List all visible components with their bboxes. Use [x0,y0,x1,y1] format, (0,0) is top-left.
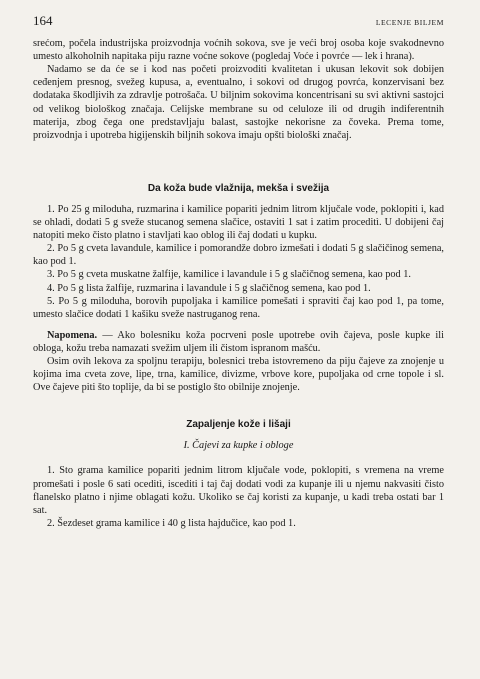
recipe-item: 2. Šezdeset grama kamilice i 40 g lista hajdučice, kao pod 1. [47,517,296,529]
intro-paragraph-1: srećom, počela industrijska proizvodnja voćnih sokova, sve je veći broj osoba koje svakodnevno umesto alkoholnih napitaka piju razne voćne sokove (pogledaj Voće i povrće — lek i hrana). [33,38,444,63]
recipe-item: 4. Po 5 g lista žalfije, ruzmarina i lavandule i 5 g slačičnog semena, kao pod 1. [47,282,371,294]
recipe-item: 5. Po 5 g miloduha, borovih pupoljaka i kamilice pomešati i spraviti čaj kao pod 1, pa tome, umesto slačice dodati 1 kašiku sveže nastruganog rena. [33,295,444,320]
intro-paragraph-2: Nadamo se da će se i kod nas početi proizvoditi kvalitetan i ukusan lekovit sok dobijen ceđenjem presnog, svežeg kupusa, a, eventualno, i sokovi od drugog povrća, konzervisani bez dodataka škodljivih za zdravlje potrošača. U biljnim sokovima koncentrisani su svi aktivni sastojci od velikog biološkog značaja. Celijske membrane su od celuloze ili od drugih indiferentnih materija, zbog čega one predstavljaju balast, sastojke nekorisne za čoveka. Prema tome, proizvodnja i upotreba higijenskih biljnih sokova imaju opšti biološki značaj. [33,64,444,141]
section-title-skin-moisture: Da koža bude vlažnija, mekša i svežija [147,182,330,194]
recipe-item: 3. Po 5 g cveta muskatne žalfije, kamilice i lavandule i 5 g slačičnog semena, kao pod 1. [47,269,412,281]
closing-paragraph: Osim ovih lekova za spoljnu terapiju, bolesnici treba istovremeno da piju čajeve za znojenje u kojima ima cveta zove, lipe, trna, kamilice, divizme, vrbove kore, pupoljaka od crne topole i sl. Ove čajeve piti što toplije, da bi se postiglo što obilnije znojenje. [33,355,444,394]
note-paragraph [33,329,444,355]
recipe-item: 2. Po 5 g cveta lavandule, kamilice i pomorandže dobro izmešati i dodati 5 g slačičinog semena, kao pod 1. [33,243,444,268]
section-subtitle: I. Čajevi za kupke i obloge [183,440,294,452]
recipe-item: 1. Po 25 g miloduha, ruzmarina i kamilice popariti jednim litrom ključale vode, poklopiti i, kad se ohladi, dodati 5 g sveže stucanog semena slačice, ostaviti 1 sat i zatim proceditì. U dobijeni čaj natopiti meko čisto platno i stavljati kao oblog ili čaj dodati u kupku. [33,203,444,242]
note-text: — Ako bolesniku koža pocrveni posle upotrebe ovih čajeva, posle kupke ili obloga, kožu treba namazati svežim uljem ili čistom ispranom mašću. [33,329,444,354]
running-head: LECENJE BILJEM [375,18,444,27]
note-label: Napomena. [47,329,98,341]
recipe-item: 1. Sto grama kamilice popariti jednim litrom ključale vode, poklopiti, s vremena na vreme promešati i posle 6 sati oceditì, iscediti i taj čaj dodati vodi za kupanje ili u njemu nakvasiti čisto flanelsko platno i njime oblagati kožu. Ukoliko se čaj koristi za kupanje, u kadi treba ostati bar 1 sat. [33,465,444,516]
section-title-skin-inflammation: Zapaljenje kože i lišaji [186,419,291,431]
page-number: 164 [33,13,53,28]
page-header [33,14,444,29]
